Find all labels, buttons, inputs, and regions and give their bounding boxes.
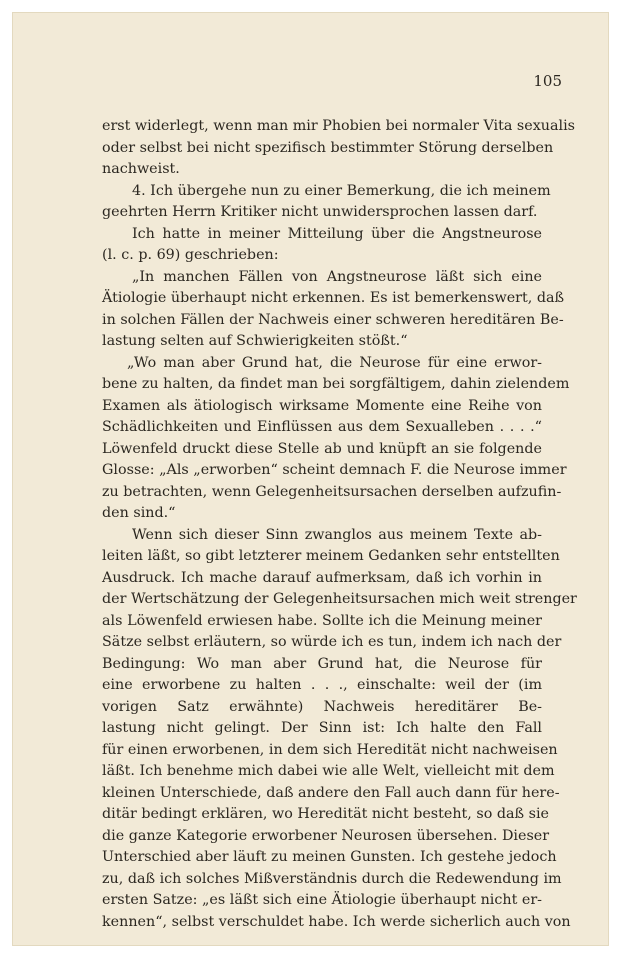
- text-line: „Wo man aber Grund hat, die Neurose für eine erwor-: [127, 354, 542, 371]
- text-line: Schädlichkeiten und Einflüssen aus dem Sexualleben . . . .“: [102, 419, 542, 435]
- text-line: lastung selten auf Schwierigkeiten stößt.“: [102, 333, 408, 349]
- text-line: ditär bedingt erklären, wo Heredität nicht besteht, so daß sie: [102, 806, 550, 822]
- book-page: [12, 12, 609, 946]
- text-line: läßt. Ich benehme mich dabei wie alle Welt, vielleicht mit dem: [102, 763, 555, 779]
- text-line: erst widerlegt, wenn man mir Phobien bei normaler Vita sexualis: [102, 118, 575, 134]
- text-line: „In manchen Fällen von Angstneurose läßt sich eine: [132, 268, 542, 285]
- text-line: in solchen Fällen der Nachweis einer schweren hereditären Be-: [102, 311, 564, 328]
- text-line: leiten läßt, so gibt letzterer meinem Gedanken sehr entstellten: [102, 548, 560, 564]
- text-line: den sind.“: [102, 505, 176, 521]
- text-line: zu, daß ich solches Mißverständnis durch die Redewendung im: [102, 870, 562, 887]
- text-line: Glosse: „Als „erworben“ scheint demnach F. die Neurose immer: [102, 462, 567, 478]
- text-line: Unterschied aber läuft zu meinen Gunsten. Ich gestehe jedoch: [102, 849, 557, 865]
- text-line: ersten Satze: „es läßt sich eine Ätiologie überhaupt nicht er-: [102, 892, 542, 908]
- text-line: Löwenfeld druckt diese Stelle ab und knüpft an sie folgende: [102, 440, 542, 457]
- text-line: kleinen Unterschiede, daß andere den Fall auch dann für here-: [102, 784, 560, 801]
- text-line: zu betrachten, wenn Gelegenheitsursachen derselben aufzufin-: [102, 483, 562, 500]
- text-line: Ich hatte in meiner Mitteilung über die Angstneurose: [132, 225, 542, 242]
- text-line: Wenn sich dieser Sinn zwanglos aus meinem Texte ab-: [132, 526, 542, 543]
- text-line: die ganze Kategorie erworbener Neurosen übersehen. Dieser: [102, 827, 550, 844]
- text-line: Ausdruck. Ich mache darauf aufmerksam, daß ich vorhin in: [102, 569, 542, 586]
- text-line: eine erworbene zu halten . . ., einschalte: weil der (im: [102, 677, 542, 693]
- text-line: als Löwenfeld erwiesen habe. Sollte ich die Meinung meiner: [102, 612, 542, 629]
- text-line: kennen“, selbst verschuldet habe. Ich werde sicherlich auch von: [102, 913, 571, 930]
- text-line: Examen als ätiologisch wirksame Momente eine Reihe von: [102, 397, 542, 414]
- text-line: Ätiologie überhaupt nicht erkennen. Es ist bemerkenswert, daß: [102, 290, 565, 306]
- text-line: der Wertschätzung der Gelegenheitsursachen mich weit strenger: [102, 591, 577, 607]
- text-line: geehrten Herrn Kritiker nicht unwidersprochen lassen darf.: [102, 204, 538, 220]
- text-line: oder selbst bei nicht spezifisch bestimmter Störung derselben: [102, 139, 554, 156]
- text-line: (l. c. p. 69) geschrieben:: [102, 247, 279, 263]
- text-line: Bedingung: Wo man aber Grund hat, die Neurose für: [102, 655, 542, 672]
- text-line: bene zu halten, da findet man bei sorgfältigem, dahin zielendem: [102, 376, 570, 392]
- text-line: lastung nicht gelingt. Der Sinn ist: Ich halte den Fall: [102, 720, 542, 736]
- page-number: 105: [533, 72, 562, 90]
- text-line: 4. Ich übergehe nun zu einer Bemerkung, die ich meinem: [132, 182, 551, 199]
- body-text: [102, 116, 577, 933]
- text-line: nachweist.: [102, 161, 180, 177]
- text-line: Sätze selbst erläutern, so würde ich es tun, indem ich nach der: [102, 634, 562, 650]
- text-line: für einen erworbenen, in dem sich Heredität nicht nachweisen: [102, 741, 558, 758]
- text-line: vorigen Satz erwähnte) Nachweis hereditärer Be-: [102, 698, 542, 715]
